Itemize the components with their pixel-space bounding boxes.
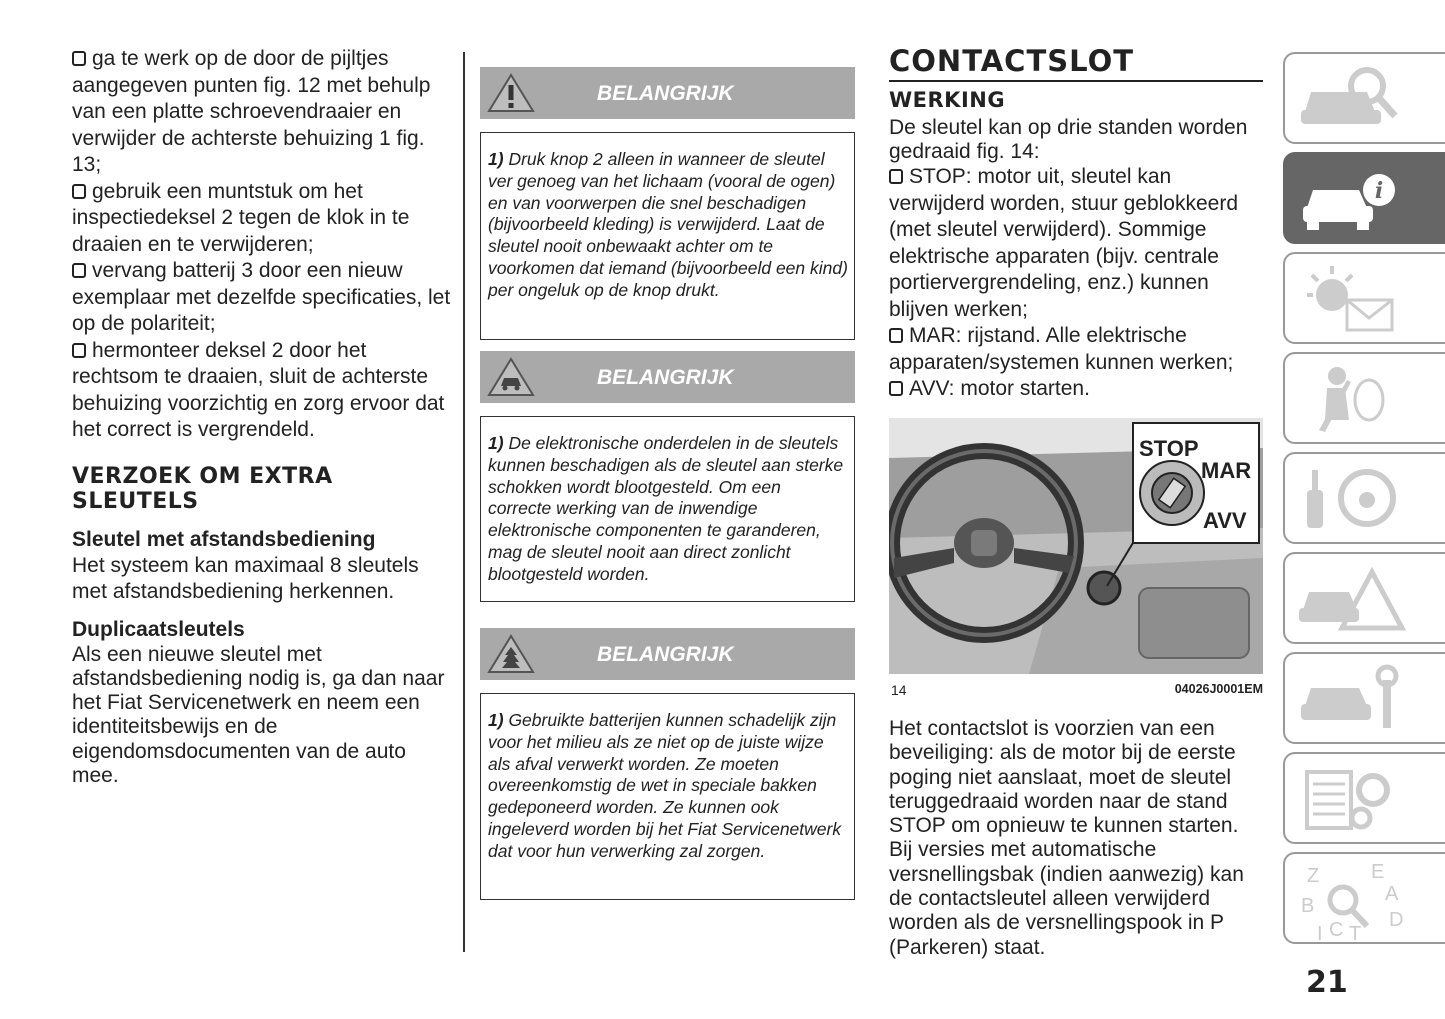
list-item: STOP: motor uit, sleutel kan verwijderd worden, stuur geblokkeerd (met sleutel verwijderd). Sommige elektrische apparaten (bijv. centrale portiervergrendeling, enz.) kunnen blijven werken; bbox=[889, 165, 1239, 321]
tab-maintenance[interactable] bbox=[1283, 652, 1445, 744]
section-heading: VERZOEK OM EXTRA SLEUTELS bbox=[72, 463, 333, 514]
left-column bbox=[72, 46, 454, 788]
list-item: ga te werk op de door de pijltjes aangegeven punten fig. 12 met behulp van een platte schroevendraaier en verwijder de achterste behuizing 1 fig. 13; bbox=[72, 47, 431, 176]
right-column bbox=[889, 44, 1263, 403]
svg-text:E: E bbox=[1371, 861, 1385, 883]
checkbox-bullet-icon bbox=[889, 169, 903, 184]
warning-header: BELANGRIJK bbox=[480, 351, 855, 403]
index-search-icon bbox=[1297, 860, 1417, 940]
warning-box: 1) Gebruikte batterijen kunnen schadelijk zijn voor het milieu als ze niet op de juiste wijze als afval verwerkt worden. Ze moeten overeenkomstig de wet in speciale bakken gedeponeerd worden. Ze kunnen ook ingeleverd worden bij het Fiat Servicenetwerk dat voor hun verwerking zal zorgen. bbox=[480, 693, 855, 900]
avv-label: AVV bbox=[1203, 508, 1247, 533]
tab-index[interactable] bbox=[1283, 852, 1445, 944]
figure-code: 04026J0001EM bbox=[1174, 682, 1263, 696]
list-item: gebruik een muntstuk om het inspectiedeksel 2 tegen de klok in te draaien en te verwijderen; bbox=[72, 179, 410, 256]
warning-box: 1) Druk knop 2 alleen in wanneer de sleutel ver genoeg van het lichaam (vooral de ogen) en van voorwerpen die snel beschadigen (bijvoorbeeld kleding) is verwijderd. Laat de sleutel nooit onbewaakt achter om te voorkomen dat iemand (bijvoorbeeld een kind) per ongeluk op de knop drukt. bbox=[480, 132, 855, 340]
checkbox-bullet-icon bbox=[889, 381, 903, 396]
checkbox-bullet-icon bbox=[72, 343, 86, 358]
warning-header: BELANGRIJK bbox=[480, 67, 855, 119]
svg-text:I: I bbox=[1317, 923, 1323, 940]
svg-text:A: A bbox=[1385, 883, 1399, 905]
checkbox-bullet-icon bbox=[72, 51, 86, 66]
key-steering-icon bbox=[1297, 460, 1417, 540]
svg-text:C: C bbox=[1329, 919, 1344, 940]
column-divider bbox=[463, 52, 465, 952]
environment-tree-icon bbox=[486, 633, 536, 675]
list-item: MAR: rijstand. Alle elektrische apparaten/systemen kunnen werken; bbox=[889, 324, 1234, 374]
car-warning-icon bbox=[1297, 560, 1417, 640]
tab-start-drive[interactable] bbox=[1283, 452, 1445, 544]
subheading: Duplicaatsleutels bbox=[72, 617, 245, 641]
checkbox-bullet-icon bbox=[889, 328, 903, 343]
car-info-icon bbox=[1297, 160, 1417, 240]
tab-car-info[interactable] bbox=[1283, 152, 1445, 244]
svg-text:i: i bbox=[1374, 178, 1384, 204]
section-heading: WERKING bbox=[889, 88, 1006, 112]
svg-text:Z: Z bbox=[1307, 865, 1320, 887]
figure-number: 14 bbox=[891, 682, 907, 698]
warning-triangle-icon bbox=[486, 72, 536, 114]
checkbox-bullet-icon bbox=[72, 263, 86, 278]
paragraph: Het systeem kan maximaal 8 sleutels met afstandsbediening herkennen. bbox=[72, 553, 419, 603]
car-warning-triangle-icon bbox=[486, 356, 536, 398]
dashboard-illustration bbox=[889, 418, 1263, 674]
paragraph: Als een nieuwe sleutel met afstandsbediening nodig is, ga dan naar het Fiat Servicenetwerk en neem een identiteitsbewijs en de eigendomsdocumenten van de auto mee. bbox=[72, 642, 445, 787]
svg-text:B: B bbox=[1301, 895, 1315, 917]
tab-specifications[interactable] bbox=[1283, 752, 1445, 844]
mar-label: MAR bbox=[1201, 458, 1252, 483]
tab-car-search[interactable] bbox=[1283, 52, 1445, 144]
warning-header: BELANGRIJK bbox=[480, 628, 855, 680]
subheading: Sleutel met afstandsbediening bbox=[72, 527, 376, 551]
ignition-figure bbox=[889, 418, 1263, 674]
warning-box: 1) De elektronische onderdelen in de sleutels kunnen beschadigen als de sleutel aan sterke schokken wordt blootgesteld. Om een correcte werking van de inwendige elektronische componenten te garanderen, mag de sleutel nooit aan direct zonlicht blootgesteld worden. bbox=[480, 416, 855, 602]
paragraph: Het contactslot is voorzien van een beveiliging: als de motor bij de eerste poging niet aanslaat, moet de sleutel teruggedraaid worden naar de stand STOP om opnieuw te kunnen starten. Bij versies met automatische versnellingsbak (indien aanwezig) kan de contactsleutel alleen verwijderd worden als de versnellingspook in P (Parkeren) staat. bbox=[889, 717, 1244, 959]
tab-emergency[interactable] bbox=[1283, 552, 1445, 644]
airbag-seat-icon bbox=[1297, 360, 1417, 440]
specs-gear-icon bbox=[1297, 760, 1417, 840]
list-item: hermonteer deksel 2 door het rechtsom te draaien, sluit de achterste behuizing voorzichtig en zorg ervoor dat het correct is vergrendeld. bbox=[72, 338, 445, 441]
svg-text:T: T bbox=[1349, 923, 1362, 940]
tab-safety[interactable] bbox=[1283, 352, 1445, 444]
car-search-icon bbox=[1297, 60, 1417, 140]
page-title: CONTACTSLOT bbox=[889, 44, 1263, 82]
lights-message-icon bbox=[1297, 260, 1417, 340]
stop-label: STOP bbox=[1139, 436, 1199, 461]
list-item: AVV: motor starten. bbox=[889, 376, 1263, 403]
tab-lights-message[interactable] bbox=[1283, 252, 1445, 344]
car-wrench-icon bbox=[1297, 660, 1417, 740]
list-item: vervang batterij 3 door een nieuw exemplaar met dezelfde specificaties, let op de polariteit; bbox=[72, 259, 451, 335]
page-number: 21 bbox=[1306, 965, 1348, 1000]
paragraph: De sleutel kan op drie standen worden gedraaid fig. 14: bbox=[889, 116, 1248, 163]
svg-text:D: D bbox=[1389, 909, 1404, 931]
checkbox-bullet-icon bbox=[72, 184, 86, 199]
